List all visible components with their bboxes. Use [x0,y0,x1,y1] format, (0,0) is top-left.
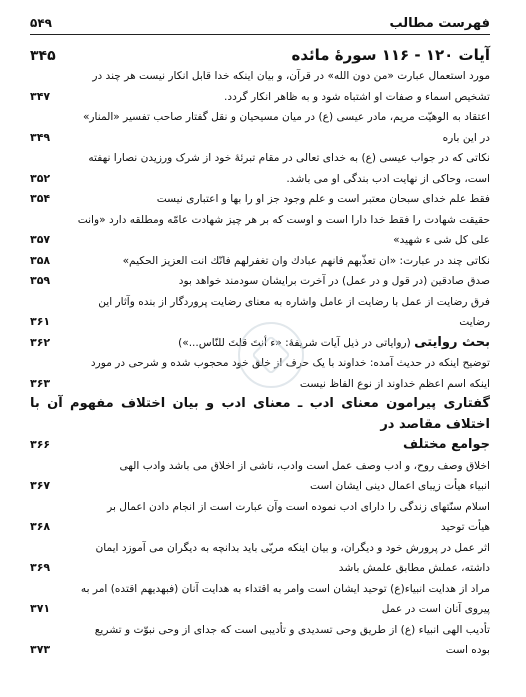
entry-page: ۳۵۴ [30,192,51,205]
entry-last-line [30,169,490,190]
entry-last-line [30,599,490,620]
section-last-line [30,435,490,456]
entry-text: است، وحاکی از نهایت ادب بندگی او می باشد. [286,172,490,185]
entry-line: اثر عمل در پرورش خود و دیگران، و بیان اینکه مربّی باید بدانچه به دیگران می آموزد ایمان [95,541,490,554]
entry-text: در این باره [442,131,490,144]
toc-entry [30,579,490,620]
entry-text: اینکه اسم اعظم خداوند از نوع الفاظ نیست [299,377,490,390]
entry-text: فقط علم خدای سبحان معتبر است و علم وجود جز او را بها و اعتباری نیست [156,193,490,205]
entry-page: ۳۴۷ [30,89,51,103]
entry-line: اخلاق وصف روح، و ادب وصف عمل است وادب، ناشی از اخلاق می باشد وادب الهی [119,459,490,472]
entry-text: هیأت توحید [440,521,490,533]
page-number: ۵۴۹ [30,16,52,30]
watermark-seal-icon [238,322,304,388]
entry-page: ۳۷۳ [30,643,51,656]
entry-text: نکاتی چند در عبارت: «ان تعذّبهم فانهم عبادك وان تغفرلهم فانّك انت العزیز الحکیم» [122,254,490,267]
toc-entry [30,210,490,251]
section-page: ۳۴۵ [30,48,56,64]
entry-text: رضایت [459,316,490,328]
entry-text: تشخیص اسماء و صفات او اشتباه شود و به ظاهر انکار گردد. [223,90,490,103]
entry-page: ۳۵۸ [30,253,51,267]
section-text: جوامع مختلف [403,437,490,452]
running-head-title: فهرست مطالب [389,16,490,31]
entry-text: داشته، عملش مطابق علمش باشد [338,562,490,574]
entry-page: ۳۶۷ [30,479,51,492]
narrative-text: (روایاتی در ذیل آیات شریفهٔ: «ء أنتَ قلتَ للنّاس...») [178,336,411,349]
toc-entry [30,538,490,579]
entry-line: اعتقاد به الوهیّت مریم، مادر عیسی (ع) در میان مسیحیان و نقل گفتار صاحب تفسیر «المنار» [82,111,490,123]
toc-entry [30,497,490,538]
entry-line: مورد استعمال عبارت «من دون الله» در قرآن، و بیان اینکه خدا قابل انکار نیست هر چند در [92,70,490,82]
entry-line: حقیقت شهادت را فقط خدا دارا است و اوست که بر هر چیز شهادت عامّه ومطلقه دارد «وانت [77,213,490,226]
entry-page: ۳۵۷ [30,233,51,246]
section-line: گفتاری پیرامون معنای ادب ـ معنای ادب و بیان اختلاف مفهوم آن با اختلاف مقاصد در [30,396,490,432]
entry-line: تأدیب الهی انبیاء (ع) از طریق وحی تسدیدی و تأدیبی است که جدای از وحی نبوّت و تشریع [94,623,490,636]
section-page: ۳۶۶ [30,438,51,451]
toc-entry [30,251,490,272]
entry-line: نکاتی که در جواب عیسی (ع) به خدای تعالی در مقام تبرئهٔ خود از شرک ورزیدن نصارا نهفته [88,152,490,164]
toc-entry [30,271,490,292]
section-heading-surah [30,45,490,66]
toc-entry [30,66,490,107]
entry-page: ۳۶۱ [30,315,51,328]
entry-line: مراد از هدایت انبیاء(ع) توحید ایشان است وامر به اقتداء به هدایت آنان (فبهدیهم اقتده) امر به [80,582,490,595]
entry-page: ۳۵۲ [30,171,51,185]
entry-page: ۳۶۳ [30,376,51,390]
entry-last-line [30,476,490,497]
entry-page: ۳۶۹ [30,561,51,574]
narrative-label: بحث روایتی [414,334,490,350]
entry-last-line [30,517,490,538]
entry-last-line [30,558,490,579]
entry-page: ۳۶۲ [30,335,51,349]
entry-last-line [30,271,490,292]
entry-page: ۳۵۹ [30,274,51,287]
entry-text [178,333,490,354]
entry-page: ۳۷۱ [30,602,51,615]
toc-entry [30,620,490,661]
entry-last-line [30,251,490,272]
entry-line: توضیح اینکه در حدیث آمده: خداوند با یک حرف از خلق خود محجوب شده و شرحی در مورد [90,357,490,369]
running-head [30,10,490,35]
entry-last-line [30,87,490,108]
section-title: آیات ۱۲۰ - ۱۱۶ سورهٔ مائده [291,46,490,64]
entry-text: پیروی آنان است در عمل [381,603,490,615]
entry-text: بوده است [445,644,490,656]
toc-entry [30,107,490,148]
entry-line: اسلام سنّتهای زندگی را دارای ادب نموده است وآن عبارت است از انجام دادن اعمال بر [107,500,490,513]
entry-text: صدق صادقین (در قول و در عمل) در آخرت برایشان سودمند خواهد بود [178,275,490,287]
toc-entry [30,456,490,497]
toc-entry [30,189,490,210]
entry-last-line [30,640,490,661]
entry-page: ۳۶۸ [30,520,51,533]
entry-last-line [30,128,490,149]
entry-line: فرق رضایت از عمل با رضایت از عامل واشاره به معنای رضایت پروردگار از بنده وآثار این [98,295,490,308]
entry-last-line [30,189,490,210]
entry-last-line [30,230,490,251]
toc-entry [30,148,490,189]
section-heading-adab [30,394,490,456]
entry-page: ۳۴۹ [30,130,51,144]
entry-text: علی کل شی ء شهید» [393,234,490,246]
entry-text: انبیاء هیأت زیبای اعمال دینی ایشان است [309,480,490,492]
